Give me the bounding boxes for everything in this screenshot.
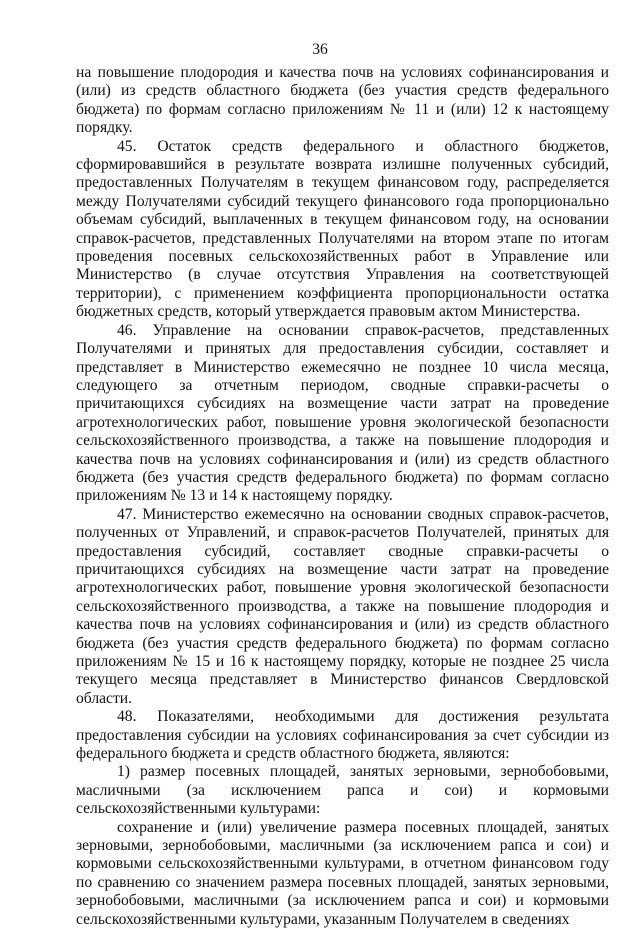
paragraph-46: 46. Управление на основании справок-расчетов, представленных Получателями и принятых для предоставления субсидии, составляет и представляет в Министерство ежемесячно не позднее 10 числа месяца, следующего за отчетным периодом, сводные справки-расчеты о причитающихся субсидиях на возмещение части затрат на проведение агротехнологических работ, повышение уровня экологической безопасности сельскохозяйственного производства, а также на повышение плодородия и качества почв на условиях софинансирования и (или) из средств областного бюджета (без участия средств федерального бюджета) по формам согласно приложениям № 13 и 14 к настоящему порядку. xyxy=(76,321,609,505)
list-item-1: 1) размер посевных площадей, занятых зерновыми, зернобобовыми, масличными (за исключением рапса и сои) и кормовыми сельскохозяйственными культурами: xyxy=(76,763,609,818)
paragraph-47: 47. Министерство ежемесячно на основании сводных справок-расчетов, полученных от Управлений, и справок-расчетов Получателей, принятых для предоставления субсидий, составляет сводные справки-расчеты о причитающихся субсидиях на возмещение части затрат на проведение агротехнологических работ, повышение уровня экологической безопасности сельскохозяйственного производства, а также на повышение плодородия и качества почв на условиях софинансирования и (или) из средств областного бюджета (без участия средств федерального бюджета) по формам согласно приложениям № 15 и 16 к настоящему порядку, которые не позднее 25 числа текущего месяца представляет в Министерство финансов Свердловской области. xyxy=(76,505,609,707)
paragraph-continuation: на повышение плодородия и качества почв на условиях софинансирования и (или) из средств областного бюджета (без участия средств федерального бюджета) по формам согласно приложениям № 11 и (или) 12 к настоящему порядку. xyxy=(76,64,609,137)
page-number: 36 xyxy=(312,41,328,58)
paragraph-preservation: сохранение и (или) увеличение размера посевных площадей, занятых зерновыми, зернобобовыми, масличными (за исключением рапса и сои) и кормовыми сельскохозяйственными культурами, в отчетном финансовом году по сравнению со значением размера посевных площадей, занятых зерновыми, зернобобовыми, масличными (за исключением рапса и сои) и кормовыми сельскохозяйственными культурами, указанным Получателем в сведениях xyxy=(76,818,609,928)
document-body xyxy=(76,64,609,929)
paragraph-48: 48. Показателями, необходимыми для достижения результата предоставления субсидии на условиях софинансирования за счет субсидии из федерального бюджета и средств областного бюджета, являются: xyxy=(76,708,609,763)
paragraph-45: 45. Остаток средств федерального и областного бюджетов, сформировавшийся в результате возврата излишне полученных субсидий, предоставленных Получателям в текущем финансовом году, распределяется между Получателями субсидий текущего финансового года пропорционально объемам субсидий, выплаченных в текущем финансовом году, на основании справок-расчетов, представленных Получателями на втором этапе по итогам проведения посевных сельскохозяйственных работ в Управление или Министерство (в случае отсутствия Управления на соответствующей территории), с применением коэффициента пропорциональности остатка бюджетных средств, который утверждается правовым актом Министерства. xyxy=(76,137,609,321)
